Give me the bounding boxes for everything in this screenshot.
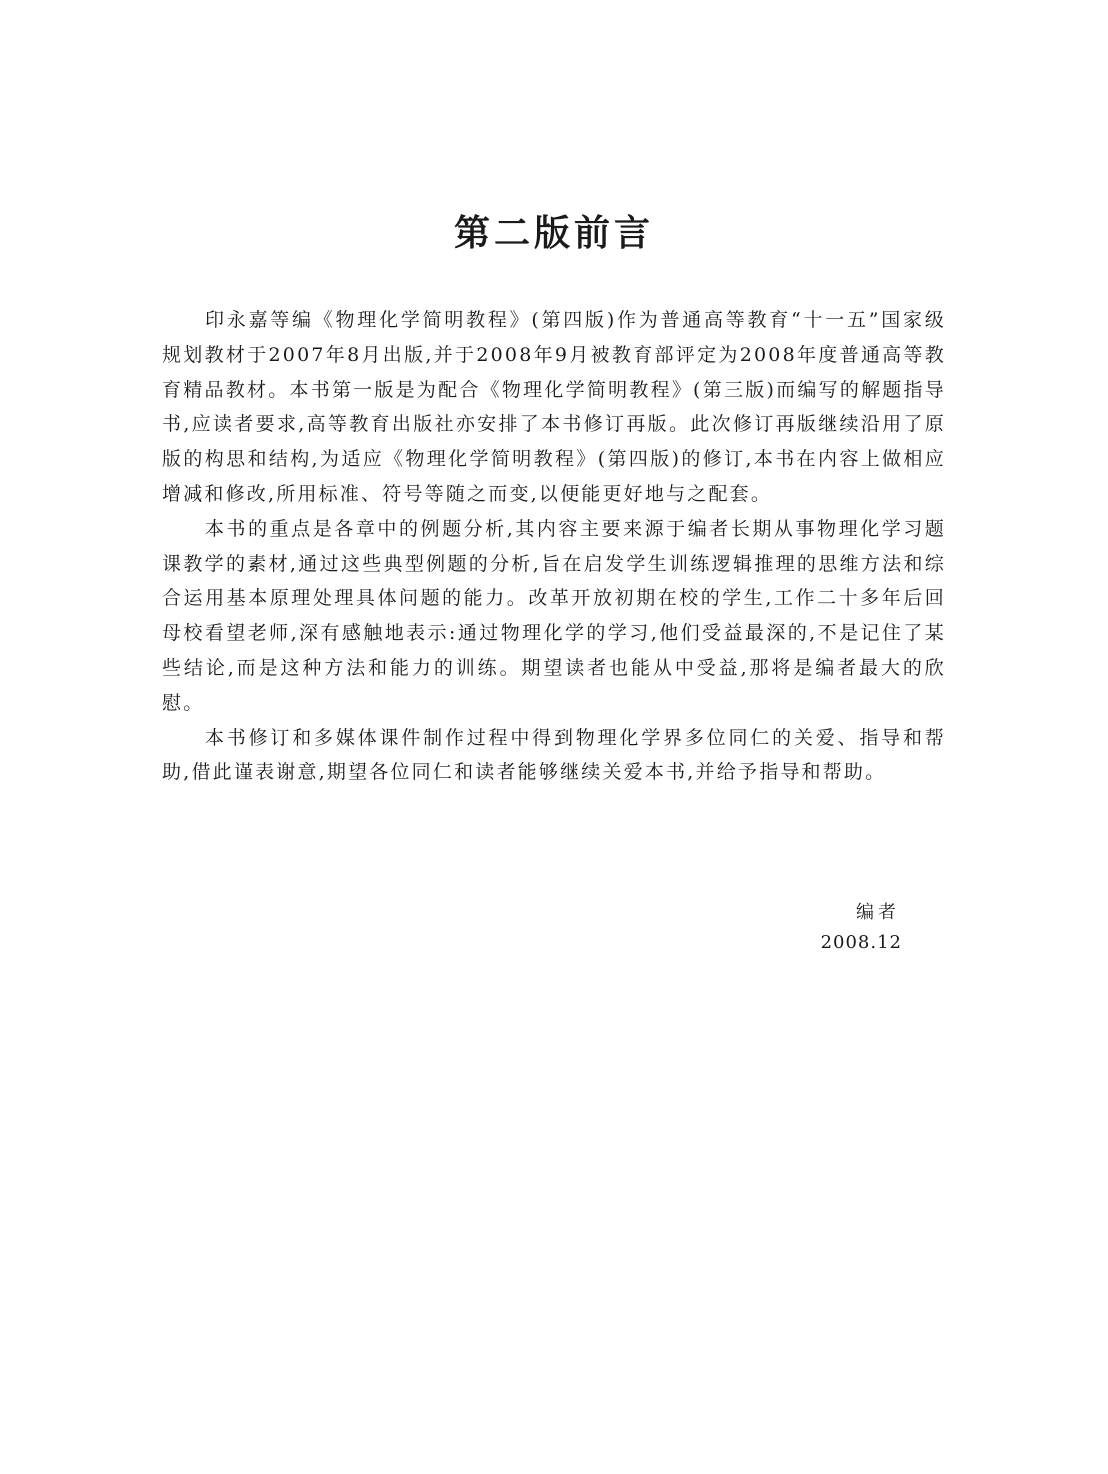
signature-block xyxy=(780,898,940,958)
preface-body xyxy=(162,303,946,790)
signature-author: 编者 xyxy=(856,902,900,923)
signature-date: 2008.12 xyxy=(820,932,902,953)
page-title: 第二版前言 xyxy=(453,213,654,254)
paragraph-3: 本书修订和多媒体课件制作过程中得到物理化学界多位同仁的关爱、指导和帮助,借此谨表谢意,期望各位同仁和读者能够继续关爱本书,并给予指导和帮助。 xyxy=(162,726,946,784)
paragraph-1: 印永嘉等编《物理化学简明教程》(第四版)作为普通高等教育“十一五”国家级规划教材于2007年8月出版,并于2008年9月被教育部评定为2008年度普通高等教育精品教材。本书第一版是为配合《物理化学简明教程》(第三版)而编写的解题指导书,应读者要求,高等教育出版社亦安排了本书修订再版。此次修订再版继续沿用了原版的构思和结构,为适应《物理化学简明教程》(第四版)的修订,本书在内容上做相应增减和修改,所用标准、符号等随之而变,以便能更好地与之配套。 xyxy=(162,309,946,505)
paragraph-2: 本书的重点是各章中的例题分析,其内容主要来源于编者长期从事物理化学习题课教学的素材,通过这些典型例题的分析,旨在启发学生训练逻辑推理的思维方法和综合运用基本原理处理具体问题的能力。改革开放初期在校的学生,工作二十多年后回母校看望老师,深有感触地表示:通过物理化学的学习,他们受益最深的,不是记住了某些结论,而是这种方法和能力的训练。期望读者也能从中受益,那将是编者最大的欣慰。 xyxy=(162,517,946,714)
